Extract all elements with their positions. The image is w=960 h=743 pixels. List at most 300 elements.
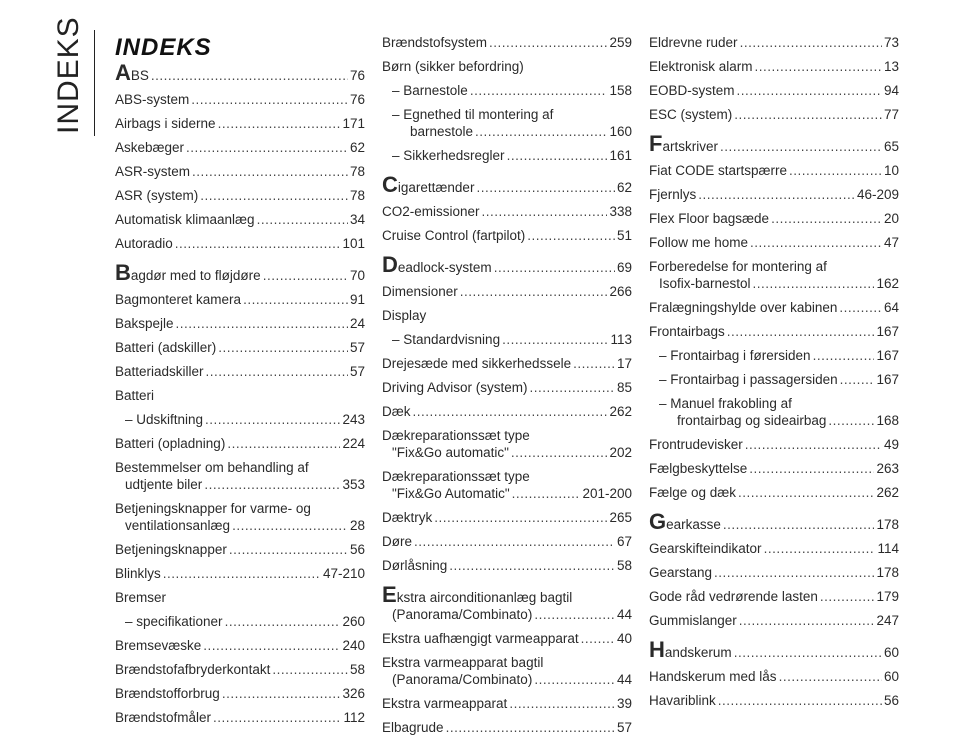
entry-label: Bagdør med to fløjdøre xyxy=(115,260,261,285)
entry-page: 353 xyxy=(342,477,365,492)
index-entry xyxy=(649,258,899,292)
entry-label: Elbagrude xyxy=(382,720,444,735)
entry-page: 262 xyxy=(609,404,632,419)
entry-leader xyxy=(203,637,340,654)
entry-leader xyxy=(740,34,882,51)
entry-page: 17 xyxy=(616,356,632,371)
page-title: INDEKS xyxy=(115,34,212,61)
entry-page: 160 xyxy=(609,124,632,139)
entry-leader xyxy=(414,533,615,550)
entry-label: – Manuel frakobling af xyxy=(659,396,792,411)
entry-label: Gearkasse xyxy=(649,509,721,534)
entry-label: Bestemmelser om behandling af xyxy=(115,460,309,475)
entry-leader xyxy=(449,557,615,574)
entry-page: 73 xyxy=(883,35,899,50)
index-entry xyxy=(382,355,632,372)
entry-leader xyxy=(227,435,340,452)
index-entry xyxy=(649,58,899,75)
entry-page: 262 xyxy=(876,485,899,500)
entry-label: Bakspejle xyxy=(115,316,174,331)
entry-leader xyxy=(581,630,615,647)
entry-leader xyxy=(527,227,615,244)
entry-label: Blinklys xyxy=(115,566,161,581)
entry-page: 51 xyxy=(616,228,632,243)
index-entry xyxy=(115,387,365,404)
entry-page: 62 xyxy=(349,140,365,155)
entry-leader xyxy=(186,139,348,156)
entry-label: Havariblink xyxy=(649,693,716,708)
entry-page: 70 xyxy=(349,268,365,283)
entry-page: 240 xyxy=(342,638,365,653)
index-entry xyxy=(115,565,365,582)
entry-label: Batteri xyxy=(115,388,155,403)
entry-leader xyxy=(502,331,608,348)
entry-leader xyxy=(446,719,615,736)
entry-page: 57 xyxy=(616,720,632,735)
index-entry xyxy=(649,323,899,340)
entry-leader xyxy=(534,671,615,688)
entry-label: – Udskiftning xyxy=(125,412,204,427)
entry-label: ASR-system xyxy=(115,164,191,179)
entry-label: Døre xyxy=(382,534,412,549)
entry-label: Airbags i siderne xyxy=(115,116,216,131)
index-column-2 xyxy=(382,34,632,743)
entry-leader xyxy=(200,187,348,204)
entry-label: Elektronisk alarm xyxy=(649,59,753,74)
entry-line2 xyxy=(382,671,632,688)
entry-leader xyxy=(749,460,874,477)
index-entry xyxy=(649,395,899,429)
entry-leader xyxy=(714,564,874,581)
entry-page: 224 xyxy=(342,436,365,451)
entry-page: 112 xyxy=(343,710,365,725)
entry-label-cont: udtjente biler xyxy=(125,477,203,492)
entry-leader xyxy=(779,668,882,685)
index-entry xyxy=(649,34,899,51)
entry-leader xyxy=(204,476,340,493)
entry-label-cont: (Panorama/Combinato) xyxy=(392,672,533,687)
entry-label: Autoradio xyxy=(115,236,173,251)
entry-leader xyxy=(163,565,321,582)
entry-leader xyxy=(243,291,348,308)
index-entry xyxy=(382,695,632,712)
entry-leader xyxy=(151,67,348,84)
side-tab-label: INDEKS xyxy=(52,16,85,134)
entry-label: – Barnestole xyxy=(392,83,468,98)
entry-label: Ekstra varmeapparat xyxy=(382,696,508,711)
index-entry xyxy=(115,435,365,452)
entry-page: 158 xyxy=(609,83,632,98)
entry-leader xyxy=(263,267,348,284)
entry-leader xyxy=(512,485,581,502)
entry-page: 13 xyxy=(883,59,899,74)
index-entry xyxy=(115,459,365,493)
entry-line2 xyxy=(115,517,365,534)
entry-page: 67 xyxy=(616,534,632,549)
index-entry xyxy=(115,661,365,678)
entry-leader xyxy=(828,412,874,429)
entry-line2 xyxy=(115,476,365,493)
index-entry xyxy=(382,331,632,348)
entry-leader xyxy=(222,685,341,702)
index-entry xyxy=(115,211,365,228)
entry-leader xyxy=(789,162,882,179)
entry-page: 44 xyxy=(616,672,632,687)
entry-leader xyxy=(460,283,608,300)
entry-label: Cigarettænder xyxy=(382,172,475,197)
entry-leader xyxy=(272,661,348,678)
entry-initial: B xyxy=(115,260,131,285)
entry-leader xyxy=(750,234,882,251)
entry-leader xyxy=(475,123,607,140)
entry-label: Ekstra uafhængigt varmeapparat xyxy=(382,631,579,646)
entry-page: 162 xyxy=(876,276,899,291)
entry-page: 76 xyxy=(349,92,365,107)
index-entry xyxy=(115,260,365,285)
entry-label: Fartskriver xyxy=(649,131,718,156)
entry-label-cont: ventilationsanlæg xyxy=(125,518,231,533)
entry-label: Bagmonteret kamera xyxy=(115,292,242,307)
entry-initial: C xyxy=(382,172,398,197)
entry-leader xyxy=(192,163,348,180)
entry-label: Forberedelse for montering af xyxy=(649,259,827,274)
index-entry xyxy=(115,115,365,132)
index-entry xyxy=(115,541,365,558)
entry-page: 259 xyxy=(609,35,632,50)
entry-initial: A xyxy=(115,60,131,85)
entry-leader xyxy=(698,186,855,203)
entry-label: Batteri (adskiller) xyxy=(115,340,217,355)
index-entry xyxy=(382,252,632,277)
entry-label: CO2-emissioner xyxy=(382,204,480,219)
entry-page: 49 xyxy=(883,437,899,452)
entry-line2 xyxy=(382,606,632,623)
index-entry xyxy=(649,509,899,534)
entry-page: 62 xyxy=(616,180,632,195)
index-entry xyxy=(649,637,899,662)
index-entry xyxy=(115,589,365,606)
entry-label: Brændstofsystem xyxy=(382,35,488,50)
index-entry xyxy=(649,484,899,501)
side-tab-rule xyxy=(94,30,95,136)
entry-label: Gode råd vedrørende lasten xyxy=(649,589,818,604)
index-entry xyxy=(649,564,899,581)
entry-label-cont: Isofix-barnestol xyxy=(659,276,751,291)
entry-leader xyxy=(771,210,882,227)
entry-label: EOBD-system xyxy=(649,83,735,98)
index-entry xyxy=(115,685,365,702)
entry-label: Gummislanger xyxy=(649,613,737,628)
index-entry xyxy=(649,612,899,629)
index-entry xyxy=(649,162,899,179)
entry-label: Gearstang xyxy=(649,565,713,580)
entry-line2 xyxy=(392,123,632,140)
entry-page: 168 xyxy=(876,413,899,428)
entry-label: Deadlock-system xyxy=(382,252,492,277)
entry-page: 57 xyxy=(349,340,365,355)
entry-page: 101 xyxy=(342,236,365,251)
entry-page: 56 xyxy=(349,542,365,557)
entry-label: ABS xyxy=(115,60,149,85)
entry-leader xyxy=(205,411,340,428)
entry-leader xyxy=(225,613,341,630)
entry-label-cont: frontairbag og sideairbag xyxy=(677,413,827,428)
entry-initial: F xyxy=(649,131,663,156)
index-entry xyxy=(649,460,899,477)
entry-label: – Egnethed til montering af xyxy=(392,107,554,122)
entry-page: 65 xyxy=(883,139,899,154)
entry-label: Handskerum xyxy=(649,637,732,662)
entry-leader xyxy=(218,115,341,132)
entry-leader xyxy=(739,612,875,629)
entry-label: ABS-system xyxy=(115,92,190,107)
entry-leader xyxy=(206,363,348,380)
index-entry xyxy=(115,339,365,356)
entry-leader xyxy=(176,315,348,332)
entry-leader xyxy=(494,259,615,276)
entry-line2 xyxy=(382,444,632,461)
entry-page: 78 xyxy=(349,188,365,203)
index-entry xyxy=(382,630,632,647)
entry-label: Automatisk klimaanlæg xyxy=(115,212,255,227)
entry-page: 46-209 xyxy=(856,187,899,202)
entry-label: Ekstra varmeapparat bagtil xyxy=(382,655,544,670)
entry-page: 113 xyxy=(610,332,632,347)
entry-label-cont: "Fix&Go automatic" xyxy=(392,445,509,460)
entry-label: – Frontairbag i passagersiden xyxy=(659,372,838,387)
entry-label: – Standardvisning xyxy=(392,332,501,347)
index-entry xyxy=(382,719,632,736)
index-entry xyxy=(115,315,365,332)
entry-leader xyxy=(509,695,615,712)
entry-leader xyxy=(530,379,615,396)
index-entry xyxy=(649,210,899,227)
entry-leader xyxy=(718,692,882,709)
entry-page: 161 xyxy=(609,148,632,163)
entry-label: Fralægningshylde over kabinen xyxy=(649,300,838,315)
entry-leader xyxy=(764,540,876,557)
entry-page: 47 xyxy=(883,235,899,250)
entry-page: 58 xyxy=(616,558,632,573)
index-entry xyxy=(382,468,632,502)
entry-label: Dækreparationssæt type xyxy=(382,428,530,443)
entry-page: 10 xyxy=(883,163,899,178)
index-entry xyxy=(115,291,365,308)
index-column-3 xyxy=(649,34,899,716)
entry-label: Cruise Control (fartpilot) xyxy=(382,228,526,243)
entry-label: Brændstofmåler xyxy=(115,710,212,725)
entry-leader xyxy=(755,58,882,75)
entry-leader xyxy=(723,516,875,533)
entry-label: – Frontairbag i førersiden xyxy=(659,348,811,363)
entry-page: 20 xyxy=(883,211,899,226)
index-column-1 xyxy=(115,60,365,733)
entry-page: 243 xyxy=(342,412,365,427)
index-entry xyxy=(382,58,632,75)
entry-label: Frontairbags xyxy=(649,324,725,339)
entry-label: Betjeningsknapper for varme- og xyxy=(115,501,311,516)
entry-label: Bremsevæske xyxy=(115,638,202,653)
entry-leader xyxy=(820,588,875,605)
entry-leader xyxy=(734,644,882,661)
entry-label: Batteri (opladning) xyxy=(115,436,226,451)
entry-label-cont: "Fix&Go Automatic" xyxy=(392,486,510,501)
index-entry xyxy=(382,403,632,420)
entry-label: Fjernlys xyxy=(649,187,697,202)
entry-label: Fiat CODE startspærre xyxy=(649,163,788,178)
entry-page: 57 xyxy=(349,364,365,379)
entry-page: 34 xyxy=(349,212,365,227)
entry-initial: D xyxy=(382,252,398,277)
entry-leader xyxy=(175,235,341,252)
entry-page: 338 xyxy=(609,204,632,219)
entry-label: Børn (sikker befordring) xyxy=(382,59,524,74)
entry-page: 326 xyxy=(342,686,365,701)
entry-label: ESC (system) xyxy=(649,107,733,122)
entry-leader xyxy=(511,444,608,461)
entry-leader xyxy=(257,211,348,228)
index-entry xyxy=(382,106,632,140)
entry-page: 44 xyxy=(616,607,632,622)
index-entry xyxy=(382,283,632,300)
entry-label: Driving Advisor (system) xyxy=(382,380,528,395)
entry-leader xyxy=(573,355,615,372)
index-entry xyxy=(649,692,899,709)
entry-page: 24 xyxy=(349,316,365,331)
entry-leader xyxy=(745,436,882,453)
entry-leader xyxy=(734,106,882,123)
entry-label: Fælgbeskyttelse xyxy=(649,461,748,476)
index-entry xyxy=(649,540,899,557)
entry-page: 178 xyxy=(876,565,899,580)
index-entry xyxy=(382,227,632,244)
entry-leader xyxy=(839,299,882,316)
side-tab xyxy=(48,16,98,140)
index-entry xyxy=(115,187,365,204)
index-entry xyxy=(649,347,899,364)
entry-initial: H xyxy=(649,637,665,662)
entry-leader xyxy=(489,34,607,51)
entry-page: 201-200 xyxy=(582,486,632,501)
index-entry xyxy=(115,60,365,85)
index-entry xyxy=(115,613,365,630)
entry-page: 77 xyxy=(883,107,899,122)
entry-leader xyxy=(482,203,608,220)
entry-label: Dæk xyxy=(382,404,411,419)
entry-label-cont: barnestole xyxy=(410,124,474,139)
entry-line2 xyxy=(659,412,899,429)
index-entry xyxy=(382,533,632,550)
entry-page: 40 xyxy=(616,631,632,646)
index-entry xyxy=(382,654,632,688)
entry-leader xyxy=(413,403,608,420)
index-entry xyxy=(649,131,899,156)
index-entry xyxy=(649,234,899,251)
entry-page: 202 xyxy=(609,445,632,460)
entry-page: 178 xyxy=(876,517,899,532)
index-entry xyxy=(115,363,365,380)
index-entry xyxy=(115,91,365,108)
entry-leader xyxy=(476,179,615,196)
entry-label: Brændstofafbryderkontakt xyxy=(115,662,271,677)
index-entry xyxy=(382,557,632,574)
entry-leader xyxy=(840,371,875,388)
entry-initial: E xyxy=(382,582,397,607)
entry-leader xyxy=(232,517,348,534)
entry-leader xyxy=(737,82,882,99)
entry-page: 171 xyxy=(342,116,365,131)
entry-label: Frontrudevisker xyxy=(649,437,743,452)
entry-label: Brændstofforbrug xyxy=(115,686,220,701)
index-entry xyxy=(382,307,632,324)
entry-leader xyxy=(434,509,607,526)
entry-label: Batteriadskiller xyxy=(115,364,204,379)
entry-page: 60 xyxy=(883,645,899,660)
entry-page: 167 xyxy=(876,372,899,387)
entry-label: Askebæger xyxy=(115,140,185,155)
entry-leader xyxy=(534,606,615,623)
entry-leader xyxy=(720,138,882,155)
index-entry xyxy=(115,637,365,654)
entry-label: Betjeningsknapper xyxy=(115,542,227,557)
entry-page: 60 xyxy=(883,669,899,684)
index-entry xyxy=(115,235,365,252)
entry-label: Dørlåsning xyxy=(382,558,448,573)
entry-leader xyxy=(191,91,348,108)
index-entry xyxy=(115,709,365,726)
entry-label: Eldrevne ruder xyxy=(649,35,738,50)
entry-page: 266 xyxy=(609,284,632,299)
entry-label: Follow me home xyxy=(649,235,749,250)
entry-leader xyxy=(753,275,875,292)
index-entry xyxy=(649,186,899,203)
entry-label: ASR (system) xyxy=(115,188,199,203)
entry-label: Flex Floor bagsæde xyxy=(649,211,770,226)
entry-label: Dækreparationssæt type xyxy=(382,469,530,484)
index-entry xyxy=(649,299,899,316)
entry-page: 28 xyxy=(349,518,365,533)
index-entry xyxy=(382,172,632,197)
entry-page: 91 xyxy=(349,292,365,307)
entry-leader xyxy=(213,709,341,726)
index-entry xyxy=(649,668,899,685)
entry-page: 78 xyxy=(349,164,365,179)
entry-line2 xyxy=(382,485,632,502)
entry-label: Bremser xyxy=(115,590,167,605)
entry-leader xyxy=(738,484,874,501)
entry-label: Display xyxy=(382,308,427,323)
index-entry xyxy=(382,427,632,461)
entry-page: 247 xyxy=(876,613,899,628)
entry-label: Gearskifteindikator xyxy=(649,541,762,556)
entry-label: Drejesæde med sikkerhedssele xyxy=(382,356,572,371)
entry-leader xyxy=(507,147,608,164)
index-entry xyxy=(382,203,632,220)
index-entry xyxy=(649,436,899,453)
index-entry xyxy=(649,82,899,99)
entry-label: Ekstra airconditionanlæg bagtil xyxy=(382,582,573,607)
entry-page: 167 xyxy=(876,324,899,339)
index-entry xyxy=(382,582,632,623)
entry-label: Fælge og dæk xyxy=(649,485,737,500)
entry-page: 114 xyxy=(877,541,899,556)
entry-page: 69 xyxy=(616,260,632,275)
entry-page: 58 xyxy=(349,662,365,677)
entry-page: 263 xyxy=(876,461,899,476)
entry-label: Dæktryk xyxy=(382,510,433,525)
entry-page: 85 xyxy=(616,380,632,395)
index-entry xyxy=(382,82,632,99)
